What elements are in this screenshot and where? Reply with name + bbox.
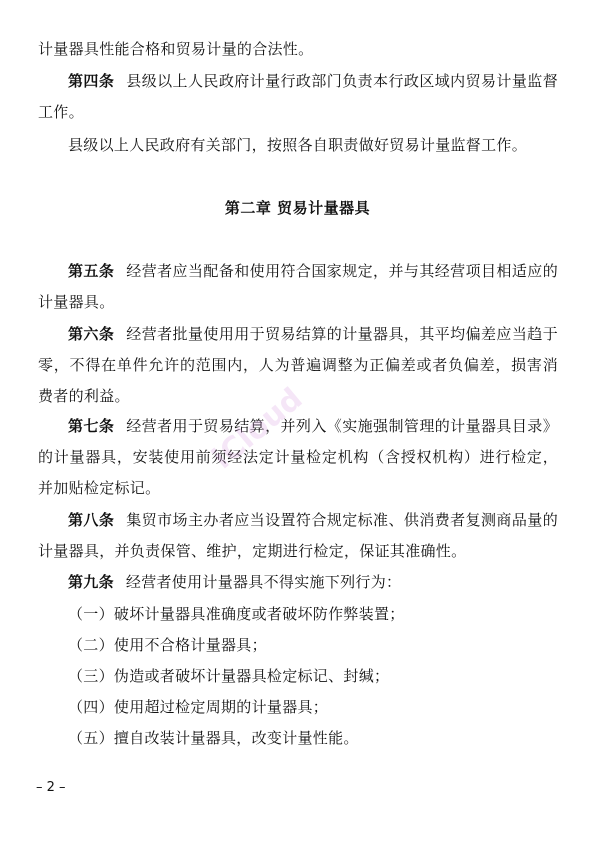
list-item: （四）使用超过检定周期的计量器具； bbox=[68, 698, 329, 716]
top-line: 计量器具性能合格和贸易计量的合法性。 bbox=[38, 40, 314, 58]
article-6-text: 经营者批量使用用于贸易结算的计量器具，其平均偏差应当趋于零，不得在单件允许的范围内，人为普遍调整为正偏差或者负偏差，损害消费者的利益。 bbox=[38, 325, 559, 405]
watermark: iCloud bbox=[205, 381, 310, 477]
article-4-text: 县级以上人民政府计量行政部门负责本行政区域内贸易计量监督工作。 bbox=[38, 72, 559, 121]
article-4-paragraph-2: 县级以上人民政府有关部门，按照各自职责做好贸易计量监督工作。 bbox=[68, 136, 528, 154]
article-7-label: 第七条 bbox=[68, 417, 115, 435]
article-6-label: 第六条 bbox=[68, 325, 115, 343]
article-5-label: 第五条 bbox=[68, 262, 115, 280]
article-6 bbox=[38, 319, 558, 412]
article-8 bbox=[38, 505, 558, 567]
article-5 bbox=[38, 256, 558, 318]
article-9 bbox=[38, 567, 558, 598]
article-5-text: 经营者应当配备和使用符合国家规定，并与其经营项目相适应的计量器具。 bbox=[38, 262, 559, 311]
article-9-label: 第九条 bbox=[68, 573, 114, 591]
article-9-text: 经营者使用计量器具不得实施下列行为： bbox=[125, 573, 402, 591]
article-4-label: 第四条 bbox=[68, 72, 115, 90]
chapter-title: 第二章 贸易计量器具 bbox=[224, 199, 371, 217]
article-8-text: 集贸市场主办者应当设置符合规定标准、供消费者复测商品量的计量器具，并负责保管、维护，定期进行检定，保证其准确性。 bbox=[38, 511, 559, 560]
article-4 bbox=[38, 66, 558, 128]
article-7-text: 经营者用于贸易结算，并列入《实施强制管理的计量器具目录》的计量器具，安装使用前须经法定计量检定机构（含授权机构）进行检定，并加贴检定标记。 bbox=[38, 417, 559, 497]
article-8-label: 第八条 bbox=[68, 511, 115, 529]
list-item: （五）擅自改装计量器具，改变计量性能。 bbox=[68, 729, 359, 747]
list-item: （一）破坏计量器具准确度或者破坏防作弊装置； bbox=[68, 605, 405, 623]
page-number: – 2 – bbox=[36, 780, 66, 795]
list-item: （二）使用不合格计量器具； bbox=[68, 636, 267, 654]
list-item: （三）伪造或者破坏计量器具检定标记、封缄； bbox=[68, 667, 390, 685]
article-7 bbox=[38, 411, 558, 504]
